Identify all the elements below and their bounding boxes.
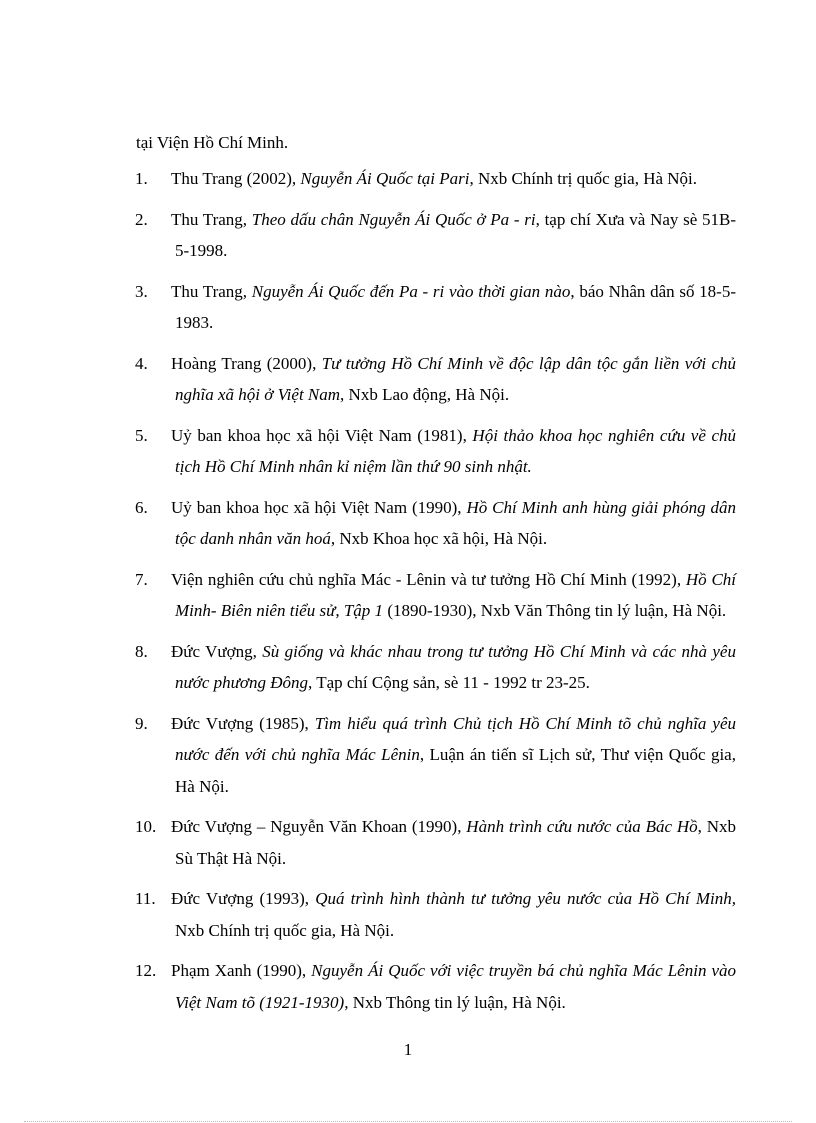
reference-number: 9. (135, 713, 148, 733)
reference-number: 3. (135, 281, 148, 301)
reference-title: Hội thảo khoa học nghiên cứu về chủ tịch Hồ Chí Minh nhân kỉ niệm lần thứ 90 sinh nhật. (175, 425, 736, 476)
reference-title: Theo dấu chân Nguyễn Ái Quốc ở Pa - ri (251, 209, 536, 229)
reference-number: 10. (135, 817, 157, 836)
reference-publisher: , Nxb Thông tin lý luận, Hà Nội. (344, 992, 566, 1012)
reference-authors: Thu Trang, (171, 209, 252, 229)
reference-item (0, 708, 816, 803)
reference-item (0, 955, 816, 1018)
reference-number: 7. (135, 569, 148, 589)
reference-title: Nguyễn Ái Quốc đến Pa - ri vào thời gian nào (251, 281, 571, 301)
reference-item (0, 492, 816, 555)
reference-number: 2. (135, 209, 148, 229)
reference-publisher: , Nxb Lao động, Hà Nội. (340, 385, 510, 404)
reference-authors: Thu Trang, (171, 281, 252, 301)
intro-text: tại Viện Hồ Chí Minh. (136, 133, 289, 152)
page-number: 1 (403, 1040, 413, 1059)
reference-authors: Viện nghiên cứu chủ nghĩa Mác - Lênin và tư tưởng Hồ Chí Minh (1992), (171, 569, 686, 589)
reference-authors: Đức Vượng (1993), (171, 889, 316, 908)
reference-item (0, 564, 816, 627)
reference-publisher: , tạp chí Xưa và Nay sè 51B-5-1998. (175, 209, 736, 260)
reference-title: Nguyễn Ái Quốc với việc truyền bá chủ nghĩa Mác Lênin vào Việt Nam tõ (1921-1930) (175, 961, 737, 1012)
reference-item (0, 204, 816, 267)
reference-publisher: , báo Nhân dân số 18-5-1983. (175, 281, 737, 332)
reference-item (0, 348, 816, 411)
reference-title: Hồ Chí Minh- Biên niên tiểu sử, Tập 1 (175, 569, 737, 620)
reference-authors: Hoàng Trang (2000), (171, 353, 322, 373)
reference-number: 11. (135, 889, 156, 908)
reference-publisher: (1890-1930), Nxb Văn Thông tin lý luận, Hà Nội. (383, 601, 727, 620)
reference-title: Quá trình hình thành tư tưởng yêu nước của Hồ Chí Minh, (315, 889, 736, 908)
reference-publisher: , Tạp chí Cộng sản, sè 11 - 1992 tr 23-25. (308, 673, 590, 692)
reference-publisher: , Nxb Chính trị quốc gia, Hà Nội. (469, 169, 698, 188)
reference-number: 8. (135, 641, 148, 661)
reference-publisher: , Nxb Sù Thật Hà Nội. (175, 817, 736, 868)
reference-title: Hành trình cứu nước của Bác Hồ (466, 817, 698, 836)
reference-item (0, 811, 816, 874)
reference-item (0, 163, 816, 195)
reference-title: Sù giống và khác nhau trong tư tưởng Hồ Chí Minh và các nhà yêu nước phương Đông (175, 641, 736, 692)
reference-number: 1. (135, 169, 148, 188)
reference-title: Tư tưởng Hồ Chí Minh về độc lập dân tộc gắn liền với chủ nghĩa xã hội ở Việt Nam (175, 353, 736, 404)
reference-number: 12. (135, 961, 157, 980)
reference-list (0, 163, 816, 1027)
reference-item (0, 883, 816, 946)
reference-number: 6. (135, 497, 148, 517)
reference-title: Tìm hiểu quá trình Chủ tịch Hồ Chí Minh tõ chủ nghĩa yêu nước đến với chủ nghĩa Mác Lênin (175, 713, 736, 764)
reference-title: Hồ Chí Minh anh hùng giải phóng dân tộc danh nhân văn hoá (175, 497, 737, 548)
reference-number: 4. (135, 353, 148, 373)
reference-authors: Đức Vượng, (171, 641, 263, 661)
reference-item (0, 276, 816, 339)
reference-title: Nguyễn Ái Quốc tại Pari (300, 169, 470, 188)
reference-authors: Phạm Xanh (1990), (171, 961, 312, 980)
reference-item (0, 420, 816, 483)
reference-authors: Uỷ ban khoa học xã hội Việt Nam (1981), (171, 425, 473, 445)
reference-item (0, 636, 816, 699)
reference-publisher: , Luận án tiến sĩ Lịch sử, Thư viện Quốc gia, Hà Nội. (175, 745, 736, 796)
reference-authors: Đức Vượng (1985), (171, 713, 315, 733)
reference-publisher: , Nxb Khoa học xã hội, Hà Nội. (330, 529, 548, 548)
reference-publisher: Nxb Chính trị quốc gia, Hà Nội. (175, 920, 395, 940)
reference-number: 5. (135, 425, 148, 445)
reference-authors: Uỷ ban khoa học xã hội Việt Nam (1990), (171, 497, 467, 517)
reference-authors: Thu Trang (2002), (171, 169, 301, 188)
footer-divider (24, 1121, 792, 1122)
reference-authors: Đức Vượng – Nguyễn Văn Khoan (1990), (171, 817, 467, 836)
